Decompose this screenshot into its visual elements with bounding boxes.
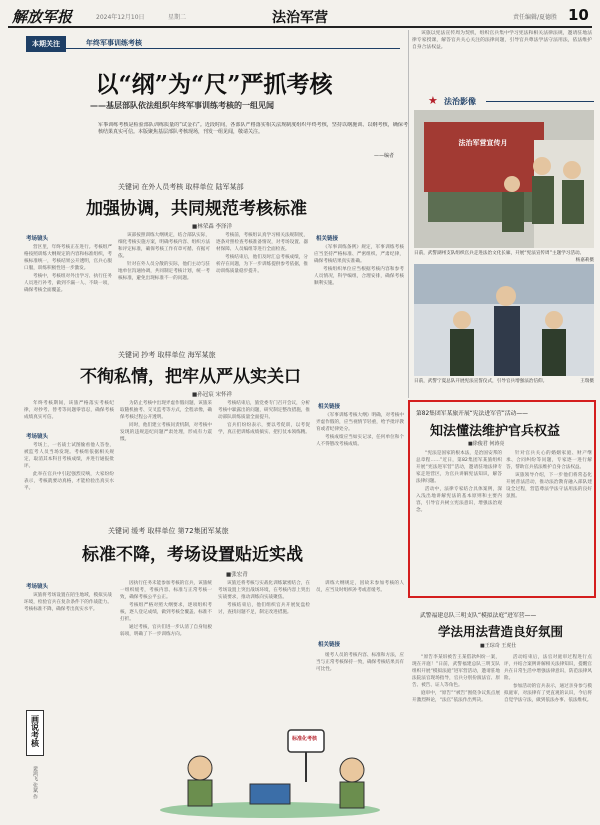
article-3-text-col-5: 缓考人员的考核内容、标准和方法，应当与正常考核保持一致，确保考核结果具有可比性。	[316, 653, 404, 672]
article-2-text-col-2: 为防止考核中出现弄虚作假问题，该旅采取随机抽考、交叉监考等方式，全程录像，确保考核过程公开透明。 同时，他们建立考核问责机制，对考核中发现的违规违纪问题严肃处理，形成有力震慑。	[120, 401, 212, 442]
featured-byline: ■徐俊君 何涛亮	[468, 441, 505, 447]
photo-2-credit: 王瑞摄	[580, 379, 594, 384]
focus-topic-line	[26, 48, 400, 49]
article-2-sub-a: 考场镜头	[26, 434, 49, 440]
cartoon-illustration	[120, 720, 400, 820]
cartoon-box	[24, 710, 110, 820]
article-1-text-col-3: 考核前，考核组认真学习相关法规制度，逐条对照检查考核准备情况，对考场设置、器材保障、人员编组等进行全面检查。 考核结束后，他们及时汇总考核成绩，分析存在问题，为下一步训练提供参考依据，推动训练质量稳步提升。	[216, 233, 308, 274]
photo-1-credit: 杨嘉莉摄	[575, 258, 594, 263]
article-1-body	[24, 232, 404, 328]
article-3-headline: 标准不降，考场设置贴近实战	[82, 545, 303, 565]
focus-topic: 年终军事训练考核	[86, 39, 142, 47]
masthead	[8, 4, 592, 26]
focus-tag: 本期关注	[26, 36, 66, 52]
featured-article-box	[408, 400, 596, 598]
article-5-text-col-2: 活动结束后，法官对庭审过程进行点评，并结合案例讲解相关法律知识，提醒官兵在日常生活中增强法律意识，防范法律风险。 参加活动的官兵表示，通过亲身参与模拟庭审，对法律有了更直观的认识，今后将自觉学法守法，做到依法办事、依法维权。	[504, 655, 592, 703]
cartoon-drawing	[120, 720, 400, 820]
article-5-kicker: 武警福建总队三明支队“模拟法庭”进军营——	[420, 613, 537, 619]
article-2-text-col-1: 年终考核期间，该旅严格落实考核纪律，对抄考、替考等问题零容忍，确保考核成绩真实可信。	[24, 401, 114, 420]
article-3-byline: ■张宏青	[226, 572, 248, 578]
page-number: 10	[568, 6, 589, 24]
cartoon-label-text: 画说考核	[30, 715, 40, 747]
article-1-text-col-4: 《军事训练条例》规定，军事训练考核应当坚持严格标准、严密组织、严肃纪律，确保考核结果真实准确。 考核组织单位应当根据考核内容和参考人员情况，科学编组，合理安排，确保考核顺利实施。	[314, 245, 404, 286]
article-5-byline: ■王琮奇 王虎仕	[480, 643, 517, 649]
article-5-text-col-1: “原告李某诉被告王某借款纠纷一案，现在开庭！”日前，武警福建总队三明支队组织开展“模拟法庭”进军营活动，邀请驻地法院法官现场指导，官兵分别扮演法官、原告、被告、证人等角色。 庭审中，“原告”“被告”围绕争议焦点展开激烈辩论，“法官”依法作出判决。	[412, 655, 500, 703]
article-1-byline: ■林荣森 李泽洋	[192, 224, 232, 230]
article-1-sub-b: 相关链接	[316, 236, 339, 242]
focus-subtitle: ——基层部队依法组织年终军事训练考核的一组见闻	[90, 101, 274, 110]
photo-1-image	[414, 110, 594, 248]
article-1-text-col-1: 营区里，年终考核正在进行。考核组严格按照训练大纲规定的内容和标准组织，考核标准统一，考核结果公开透明，官兵心服口服，训练积极性进一步激发。 考核中，考核组对外出学习、执行任务人员进行补考，做到不漏一人、不缺一项，确保考核全面覆盖。	[24, 245, 112, 293]
issue-date: 2024年12月10日	[96, 14, 145, 21]
article-2-headline: 不徇私情，把牢从严从实关口	[80, 367, 301, 387]
featured-text-col-2: 针对官兵关心的婚姻家庭、财产继承、合同纠纷等问题，专家逐一进行解答，帮助官兵依法维护自身合法权益。 该旅领导介绍，下一步他们将常态化开展普法活动，推动法治教育融入部队建设全过程，营造尊法学法守法用法的良好氛围。	[506, 451, 592, 499]
focus-lead	[98, 122, 408, 158]
article-1-keywords: 关键词 在外人员考核 取样单位 陆军某部	[118, 183, 244, 191]
photo-2-image	[414, 264, 594, 376]
photo-1	[414, 110, 594, 248]
article-1-sub-a: 考场镜头	[26, 236, 49, 242]
photo-1-billboard: 法治军营宣传月	[458, 139, 508, 147]
article-1-headline: 加强协调，共同规范考核标准	[86, 199, 307, 219]
photo-2-caption-text: 日前，武警宁夏总队开展宪法宣誓仪式，引导官兵增强法治信仰。	[414, 379, 548, 384]
article-2-byline: ■孙冠宸 宋怀祥	[192, 392, 232, 398]
article-2-sub-b: 相关链接	[318, 404, 341, 410]
issue-weekday: 星期二	[168, 14, 187, 21]
article-3-sub-a: 考场镜头	[26, 584, 49, 590]
section-title: 法治军营	[272, 10, 328, 26]
article-3-keywords: 关键词 缓考 取样单位 第72集团军某旅	[108, 527, 229, 535]
article-2-keywords: 关键词 抄考 取样单位 海军某旅	[118, 351, 216, 359]
article-3-text-col-2: 因执行任务未能参加考核的官兵，该旅统一组织缓考，考核内容、标准与正常考核一致，确保考核公平公正。 考核组严格对照大纲要求，逐项组织考核，逐人登记成绩，做到考核全覆盖、标准不打折。 通过考核，官兵们进一步认清了自身短板弱项，明确了下一步训练方向。	[120, 581, 212, 637]
cartoon-label	[26, 710, 44, 756]
article-2-body	[24, 400, 404, 508]
masthead-rule	[8, 26, 592, 28]
article-2-text-col-4: 《军事训练考核大纲》明确，对考核中弄虚作假的，应当视情节轻重，给予批评教育或者纪律处分。 考核成绩应当如实记录，任何单位和个人不得篡改考核成绩。	[316, 413, 404, 447]
featured-headline: 知法懂法维护官兵权益	[430, 424, 561, 439]
photo-section-title: 法治影像	[444, 97, 476, 106]
article-1-text-col-2: 该部按照训练大纲规定，结合部队实际，细化考核实施方案，明确考核内容、组织方法和评定标准，确保考核工作有章可循、有据可依。 针对在外人员分散的实际，他们主动与驻地单位沟通协调，共同制定考核计划，统一考核标准，避免出现标准不一的问题。	[118, 233, 210, 281]
photo-1-caption-text: 日前，武警湖州支队组织官兵走进法治文化长廊，开展“宪法宣传周”主题学习活动。	[414, 251, 585, 256]
photo-2	[414, 264, 594, 376]
right-top-text: 该旅以宪法宣传周为契机，组织官兵集中学习宪法和相关法律法规，邀请驻地法律专家授课，解答官兵关心关注的法律问题，引导官兵尊法学法守法用法，依法维护自身合法权益。	[412, 31, 592, 50]
editor-credit: 责任编辑/夏德胜	[513, 14, 558, 21]
cartoon-credit: 裴鸿飞 张斌 作	[32, 766, 38, 800]
photo-section-label	[428, 96, 598, 108]
focus-headline: 以“纲”为“尺”严抓考核	[95, 71, 333, 98]
star-icon: ★	[428, 94, 438, 107]
article-3-text-col-3: 该旅还将考核与实战化训练紧密结合，在考场设置上突出战场环境，在考核内容上突出实战要求，推动训练向实战聚焦。 考核结束后，他们组织官兵开展复盘检讨，查找问题不足，制定改进措施。	[218, 581, 310, 615]
article-3-text-col-1: 该旅将考场设置在陌生地域，模拟实战环境，检验官兵在复杂条件下的作战能力。考核标准不降，确保考出真实水平。	[24, 593, 112, 612]
article-3-text-col-4: 训练大纲规定，因故未参加考核的人员，应当及时组织补考或者缓考。	[316, 581, 404, 593]
featured-text-col-1: “宪法是国家的根本法，是治国安邦的总章程……”近日，第82集团军某旅组织开展“宪法进军营”活动，邀请驻地法律专家走进营区，为官兵讲解宪法知识，解答法律问题。 活动中，法律专家结合具体案例，深入浅出地讲解宪法的基本原则和主要内容，引导官兵树立宪法意识，增强法治观念。	[416, 451, 502, 513]
cartoon-sign: 标准化考核	[292, 736, 318, 742]
article-3-sub-b: 相关链接	[318, 642, 341, 648]
photo-section-rule	[486, 101, 594, 102]
photo-2-caption	[414, 378, 594, 394]
article-2-text-col-1b: 考场上，一名战士试图偷看他人答卷，被监考人员当场发现。考核组依据相关规定，取消其本科目考核成绩，并进行通报批评。 此举在官兵中引起强烈反响，大家纷纷表示，考核就要动真格，才能检验出真实水平。	[24, 443, 114, 491]
focus-lead-text: 军事训练考核是检验部队训练质量的“试金石”。近段时间，各部队严格落实相关法规制度组织年终考核，坚持以纲施训、以纲考核，确保考核结果真实可信。本版聚焦基层部队考核现场，刊发一组见闻，敬请关注。	[98, 122, 408, 135]
article-5-headline: 学法用法营造良好氛围	[438, 624, 564, 639]
featured-kicker: 第82集团军某旅开展“宪法进军营”活动——	[416, 411, 528, 417]
editor-sign: ——编者	[374, 153, 395, 159]
column-divider	[408, 30, 409, 398]
article-2-text-col-3: 考核结束后，旅党委专门召开会议，分析考核中暴露出的问题，研究制定整改措施，推动部队训练质量全面提升。 官兵们纷纷表示，要以考促训，以考促学，真正把训练成绩搞实、把打仗本领练精。	[218, 401, 310, 435]
newspaper-logo: 解放军报	[12, 8, 73, 26]
